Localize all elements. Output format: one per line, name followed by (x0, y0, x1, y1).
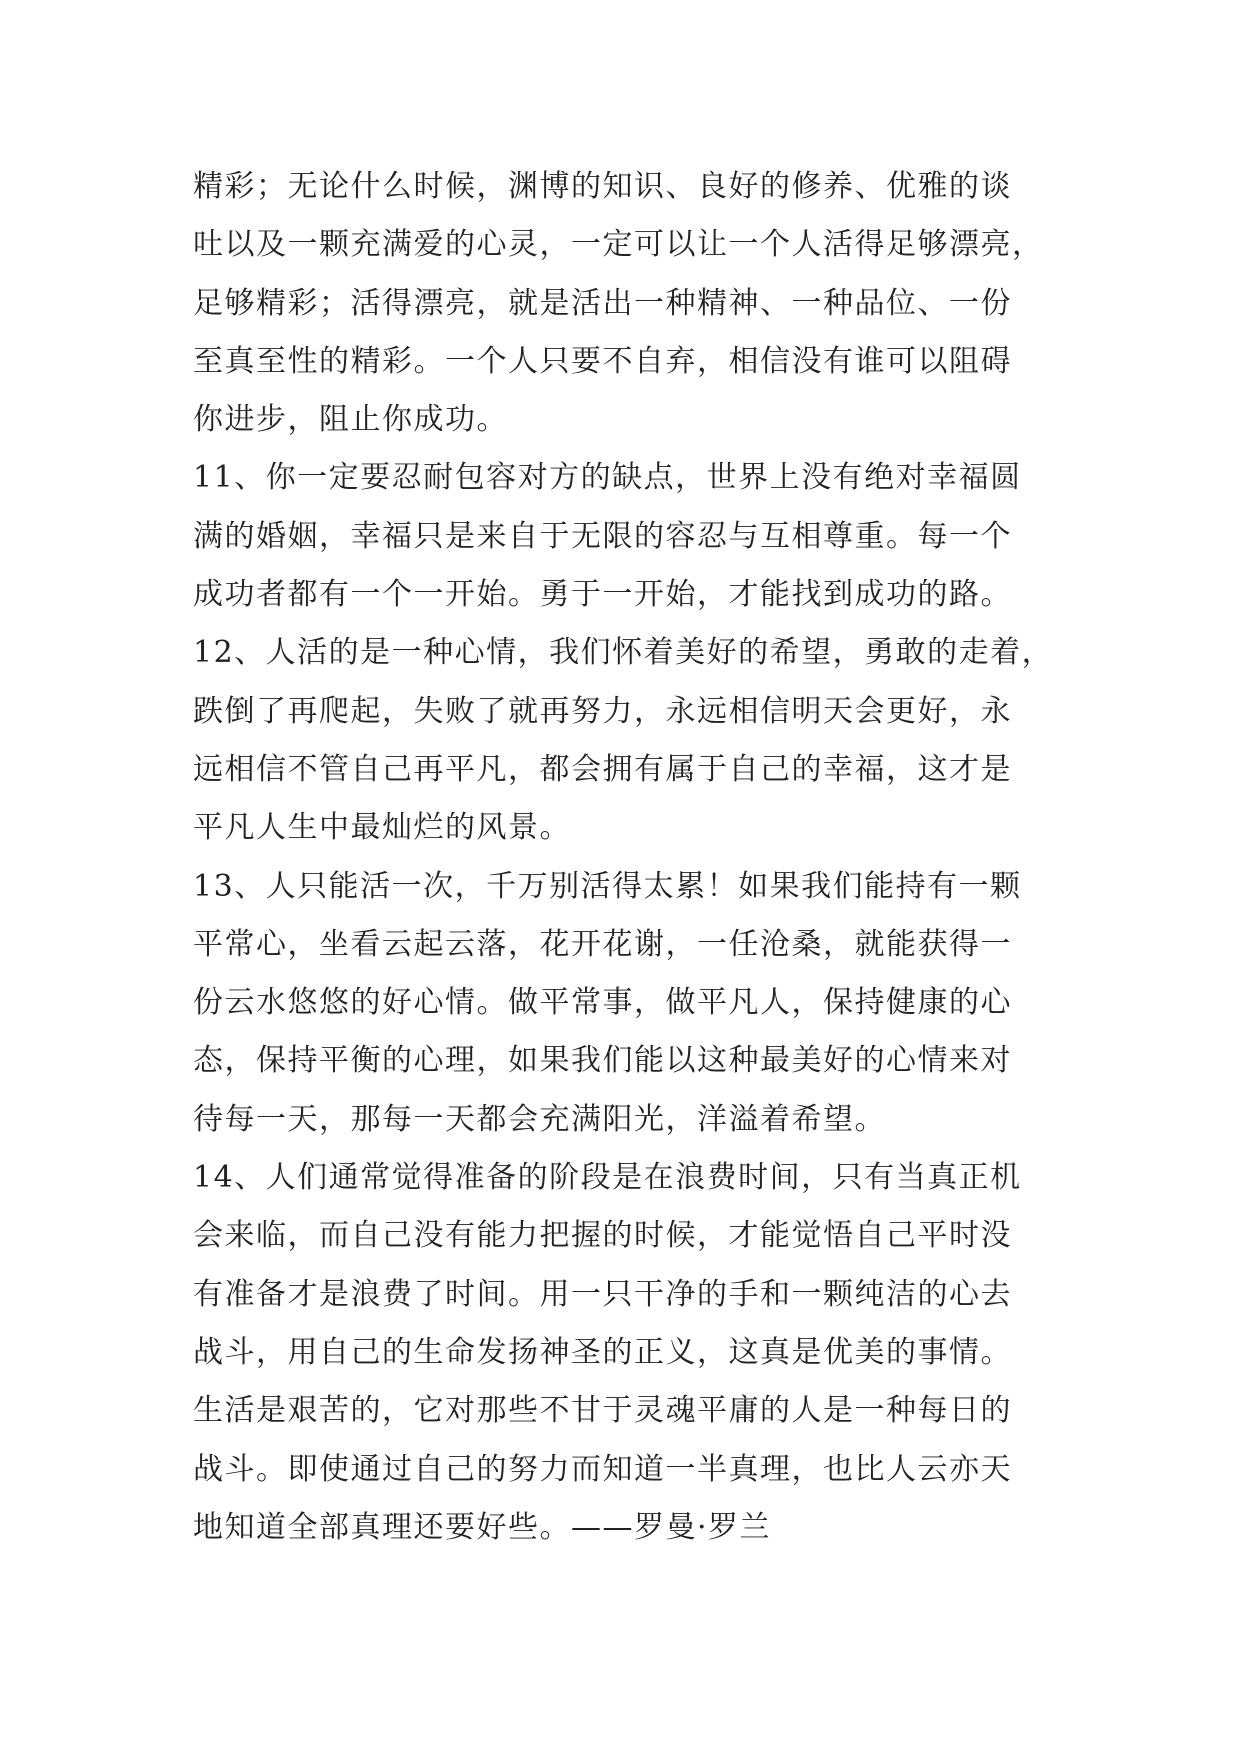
text-line: 14、人们通常觉得准备的阶段是在浪费时间，只有当真正机 (193, 1160, 1022, 1196)
text-line: 足够精彩；活得漂亮，就是活出一种精神、一种品位、一份 (193, 285, 1012, 321)
text-line: 满的婚姻，幸福只是来自于无限的容忍与互相尊重。每一个 (193, 518, 1012, 554)
body-text (193, 158, 1093, 1557)
text-line: 13、人只能活一次，千万别活得太累！如果我们能持有一颗 (193, 868, 1022, 904)
text-line: 你进步，阻止你成功。 (193, 402, 508, 438)
text-line: 战斗，用自己的生命发扬神圣的正义，这真是优美的事情。 (193, 1334, 1012, 1370)
text-line: 精彩；无论什么时候，渊博的知识、良好的修养、优雅的谈 (193, 169, 1012, 204)
text-line: 有准备才是浪费了时间。用一只干净的手和一颗纯洁的心去 (193, 1276, 1012, 1312)
text-line: 11、你一定要忍耐包容对方的缺点，世界上没有绝对幸福圆 (193, 460, 1022, 496)
text-line: 态，保持平衡的心理，如果我们能以这种最美好的心情来对 (193, 1043, 1012, 1079)
text-line: 跌倒了再爬起，失败了就再努力，永远相信明天会更好，永 (193, 693, 1012, 729)
text-line: 至真至性的精彩。一个人只要不自弃，相信没有谁可以阻碍 (193, 343, 1012, 379)
text-line: 战斗。即使通过自己的努力而知道一半真理，也比人云亦天 (193, 1451, 1012, 1487)
text-line: 会来临，而自己没有能力把握的时候，才能觉悟自己平时没 (193, 1218, 1012, 1254)
text-line: 成功者都有一个一开始。勇于一开始，才能找到成功的路。 (193, 577, 1012, 613)
text-line: 生活是艰苦的，它对那些不甘于灵魂平庸的人是一种每日的 (193, 1393, 1012, 1429)
text-line: 地知道全部真理还要好些。——罗曼·罗兰 (193, 1509, 772, 1545)
text-line: 12、人活的是一种心情，我们怀着美好的希望，勇敢的走着， (193, 635, 1054, 671)
text-line: 吐以及一颗充满爱的心灵，一定可以让一个人活得足够漂亮， (193, 227, 1044, 263)
text-line: 平凡人生中最灿烂的风景。 (193, 810, 571, 846)
text-line: 平常心，坐看云起云落，花开花谢，一任沧桑，就能获得一 (193, 926, 1012, 962)
text-line: 份云水悠悠的好心情。做平常事，做平凡人，保持健康的心 (193, 985, 1012, 1021)
text-line: 远相信不管自己再平凡，都会拥有属于自己的幸福，这才是 (193, 751, 1012, 787)
text-line: 待每一天，那每一天都会充满阳光，洋溢着希望。 (193, 1101, 886, 1137)
